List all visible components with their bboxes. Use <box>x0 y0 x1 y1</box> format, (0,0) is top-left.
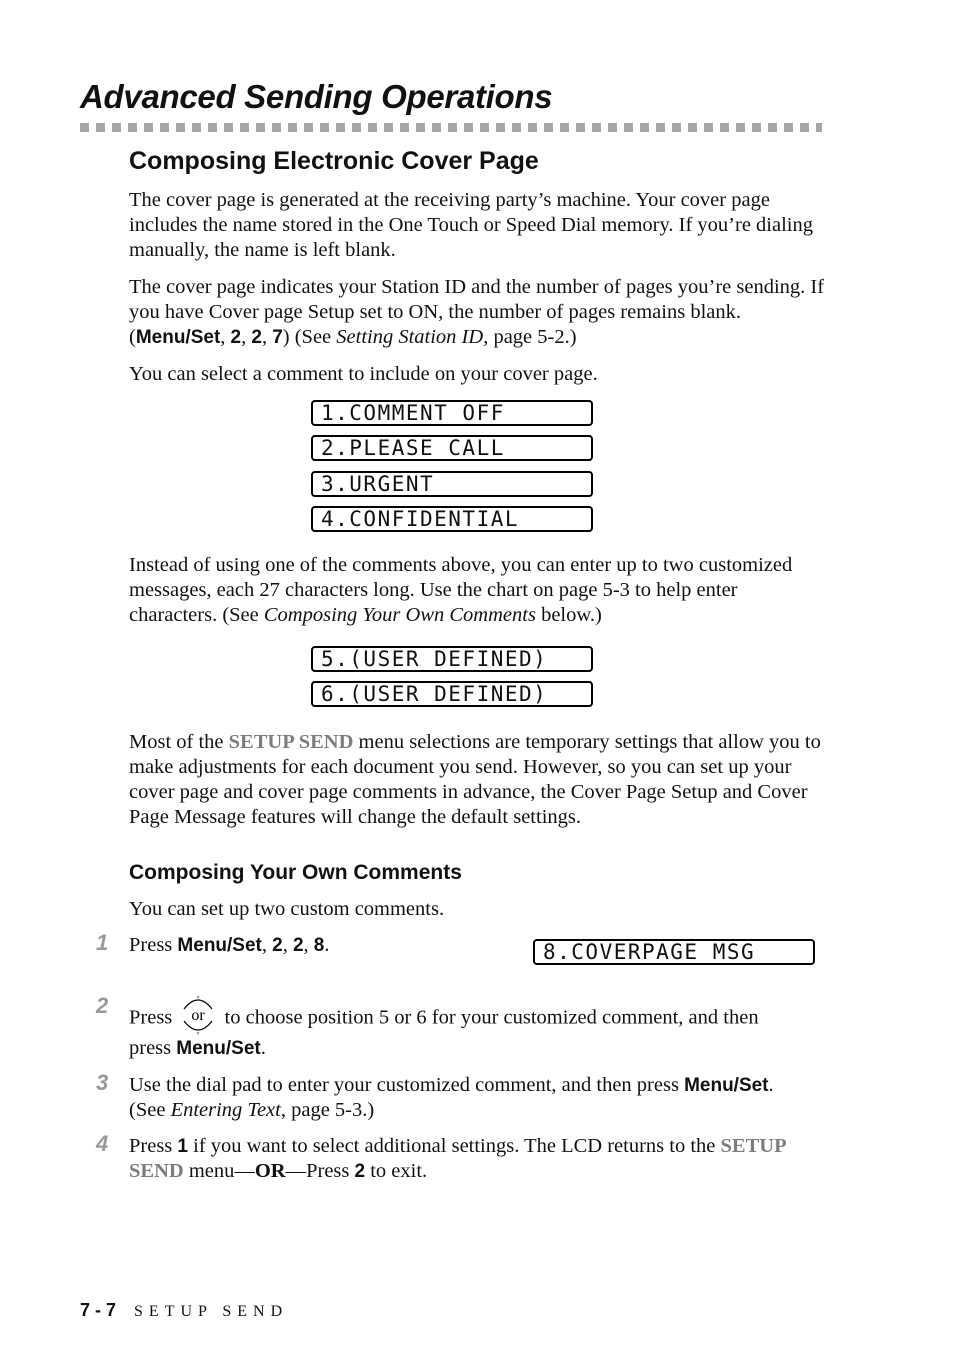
step-2-text: Press or to choose position 5 or 6 for your customized comment, and then <box>129 996 829 1042</box>
reference-link: Composing Your Own Comments <box>263 604 536 626</box>
section-title: Composing Electronic Cover Page <box>129 147 539 175</box>
step-2-text-cont: press Menu/Set. <box>129 1037 266 1059</box>
step-3-text: Use the dial pad to enter your customized comment, and then press Menu/Set. (See Entering Text, page 5-3.) <box>129 1074 774 1121</box>
key-menu-set: Menu/Set <box>684 1075 769 1096</box>
reference-link: Entering Text <box>170 1099 281 1121</box>
paragraph-station-id: The cover page indicates your Station ID and the number of pages you’re sending. If you have Cover page Setup set to ON, the number of pages remains blank. (Menu/Set, 2, 2, 7) (See Setting Station ID, page 5-2.) <box>129 276 825 348</box>
step-1-text: Press Menu/Set, 2, 2, 8. <box>129 934 330 956</box>
lcd-user-defined-6: 6.(USER DEFINED) <box>311 681 593 707</box>
menu-name: SETUP SEND <box>228 731 354 753</box>
key-menu-set: Menu/Set <box>135 327 221 348</box>
key-7: 7 <box>272 327 283 348</box>
paragraph-custom-comments: You can set up two custom comments. <box>129 898 445 920</box>
key-1: 1 <box>177 1136 188 1157</box>
up-down-arrow-icon <box>181 992 215 1038</box>
step-number: 2 <box>96 993 109 1018</box>
lcd-comment-3: 3.URGENT <box>311 471 593 497</box>
or-word: OR <box>254 1160 286 1182</box>
lcd-coverpage-msg: 8.COVERPAGE MSG <box>533 939 815 965</box>
key-2: 2 <box>354 1161 366 1182</box>
or-label: or <box>191 1007 206 1024</box>
key-2: 2 <box>230 327 242 348</box>
subsection-title: Composing Your Own Comments <box>129 861 462 884</box>
reference-link: Setting Station ID <box>336 326 484 348</box>
key-2: 2 <box>251 327 262 348</box>
footer-section: SETUP SEND <box>134 1303 289 1320</box>
chapter-title: Advanced Sending Operations <box>80 78 553 115</box>
lcd-user-defined-5: 5.(USER DEFINED) <box>311 646 593 672</box>
paragraph-select-comment: You can select a comment to include on your cover page. <box>129 363 598 385</box>
lcd-comment-2: 2.PLEASE CALL <box>311 435 593 461</box>
key-menu-set: Menu/Set <box>177 935 262 956</box>
paragraph-intro: The cover page is generated at the receiving party’s machine. Your cover page includes the name stored in the One Touch or Speed Dial memory. If you’re dialing manually, the name is left blank. <box>129 189 813 261</box>
paragraph-setup-send: Most of the SETUP SEND menu selections are temporary settings that allow you to make adjustments for each document you send. However, so you can set up your cover page and cover page comments in advance, the Cover Page Setup and Cover Page Message features will change the default settings. <box>129 731 821 828</box>
menu-name: SETUP SEND <box>129 1135 786 1182</box>
lcd-comment-4: 4.CONFIDENTIAL <box>311 506 593 532</box>
step-number: 4 <box>96 1131 109 1156</box>
paragraph-custom-messages: Instead of using one of the comments above, you can enter up to two customized messages, each 27 characters long. Use the chart on page 5-3 to help enter characters. (See Composing Your Own Comments below.) <box>129 554 793 626</box>
page-number: 7 - 7 <box>80 1300 117 1320</box>
step-4-text: Press 1 if you want to select additional settings. The LCD returns to the SETUP SEND menu—OR—Press 2 to exit. <box>129 1135 786 1182</box>
step-number: 3 <box>96 1070 109 1095</box>
up-down-arrow-icon <box>181 992 215 1038</box>
lcd-comment-1: 1.COMMENT OFF <box>311 400 593 426</box>
step-number: 1 <box>96 930 109 955</box>
key-menu-set: Menu/Set <box>176 1038 261 1059</box>
page-footer <box>80 1300 288 1321</box>
dotted-rule <box>80 123 822 132</box>
paragraph-text: The cover page indicates your Station ID and the number of pages you’re sending. If you have Cover page Setup set to ON, the number of pages remains blank. <box>129 276 825 323</box>
